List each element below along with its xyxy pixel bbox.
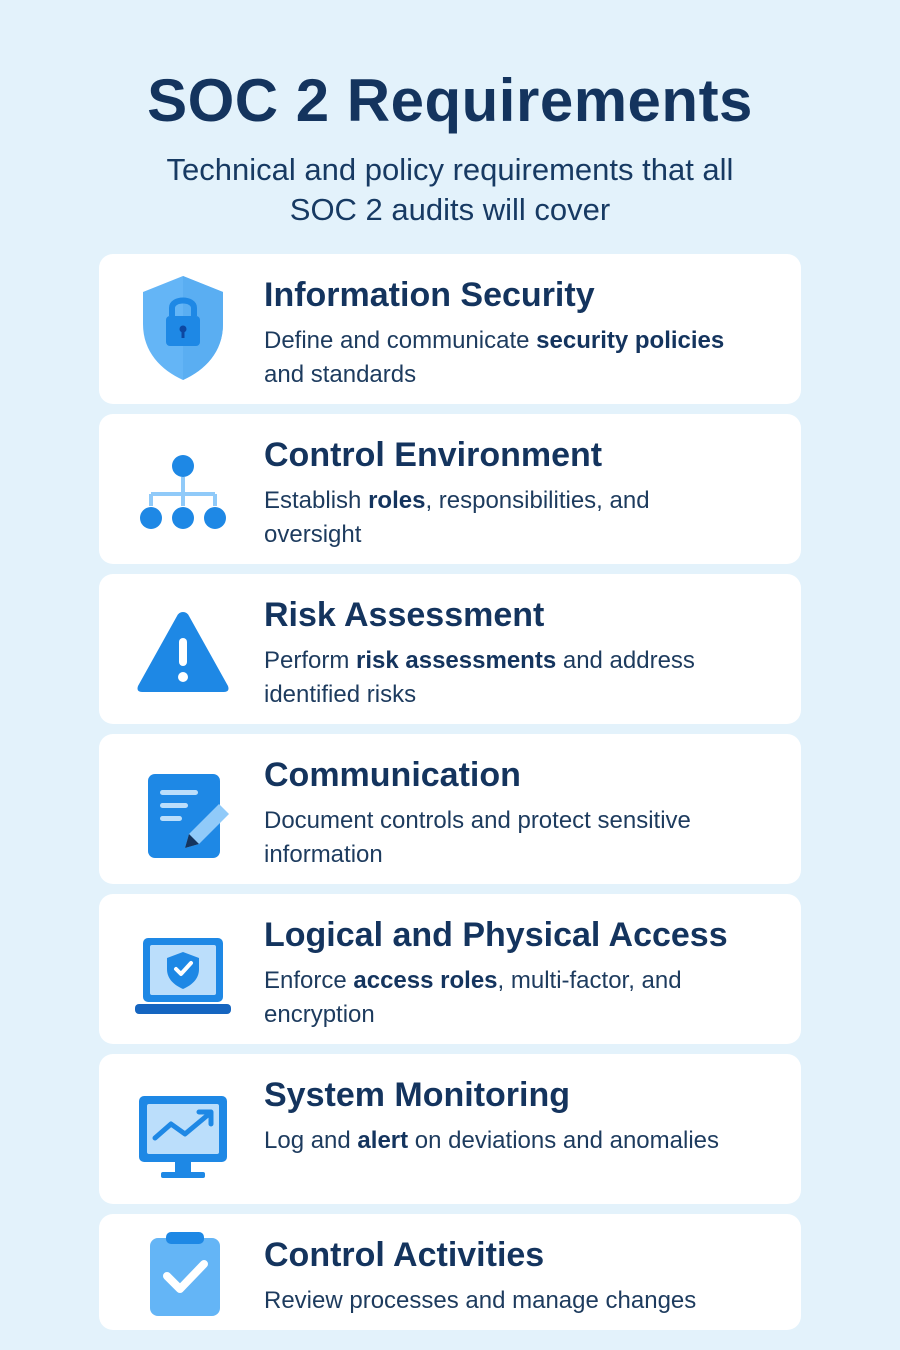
card-information-security bbox=[99, 254, 801, 404]
emphasis-text: alert bbox=[357, 1127, 409, 1154]
description-text: , responsibilities, and oversight bbox=[264, 487, 650, 548]
emphasis-text: risk assessments bbox=[356, 647, 557, 674]
description-text: , multi-factor, and encryption bbox=[264, 967, 682, 1028]
card-description bbox=[264, 1284, 734, 1318]
card-risk-assessment bbox=[99, 574, 801, 724]
card-description bbox=[264, 804, 734, 872]
org-chart-icon bbox=[133, 432, 233, 544]
description-text: Establish bbox=[264, 487, 369, 514]
shield-lock-icon bbox=[133, 272, 233, 384]
page-subtitle: Technical and policy requirements that all SOC 2 audits will cover bbox=[166, 152, 734, 227]
card-title: Information Security bbox=[264, 276, 595, 314]
emphasis-text: roles bbox=[368, 487, 426, 514]
card-description bbox=[264, 964, 734, 1032]
clipboard-check-icon bbox=[133, 1228, 233, 1318]
card-description bbox=[264, 484, 734, 552]
card-title: Risk Assessment bbox=[264, 596, 545, 634]
warning-triangle-icon bbox=[133, 592, 233, 704]
monitor-chart-icon bbox=[133, 1072, 233, 1184]
description-text: Perform bbox=[264, 647, 357, 674]
emphasis-text: access roles bbox=[353, 967, 498, 994]
description-text: Define and communicate bbox=[264, 327, 537, 354]
card-title: Communication bbox=[264, 756, 521, 794]
description-text: and address identified risks bbox=[264, 647, 695, 708]
description-text: Log and bbox=[264, 1127, 358, 1154]
description-text: on deviations and anomalies bbox=[408, 1127, 719, 1154]
card-system-monitoring bbox=[99, 1054, 801, 1204]
card-communication bbox=[99, 734, 801, 884]
card-title: System Monitoring bbox=[264, 1076, 571, 1114]
card-title: Control Activities bbox=[264, 1236, 545, 1274]
page-title: SOC 2 Requirements bbox=[147, 67, 753, 134]
card-description bbox=[264, 324, 734, 392]
card-title: Logical and Physical Access bbox=[264, 916, 728, 954]
card-control-activities bbox=[99, 1214, 801, 1330]
card-description bbox=[264, 644, 734, 712]
description-text: Review processes and manage changes bbox=[264, 1287, 697, 1314]
card-logical-physical-access bbox=[99, 894, 801, 1044]
description-text: Enforce bbox=[264, 967, 354, 994]
document-edit-icon bbox=[133, 752, 233, 864]
card-title: Control Environment bbox=[264, 436, 603, 474]
description-text: and standards bbox=[264, 361, 417, 388]
emphasis-text: security policies bbox=[536, 327, 725, 354]
description-text: Document controls and protect sensitive information bbox=[264, 807, 691, 868]
laptop-shield-icon bbox=[133, 912, 233, 1024]
card-control-environment bbox=[99, 414, 801, 564]
card-description bbox=[264, 1124, 734, 1158]
